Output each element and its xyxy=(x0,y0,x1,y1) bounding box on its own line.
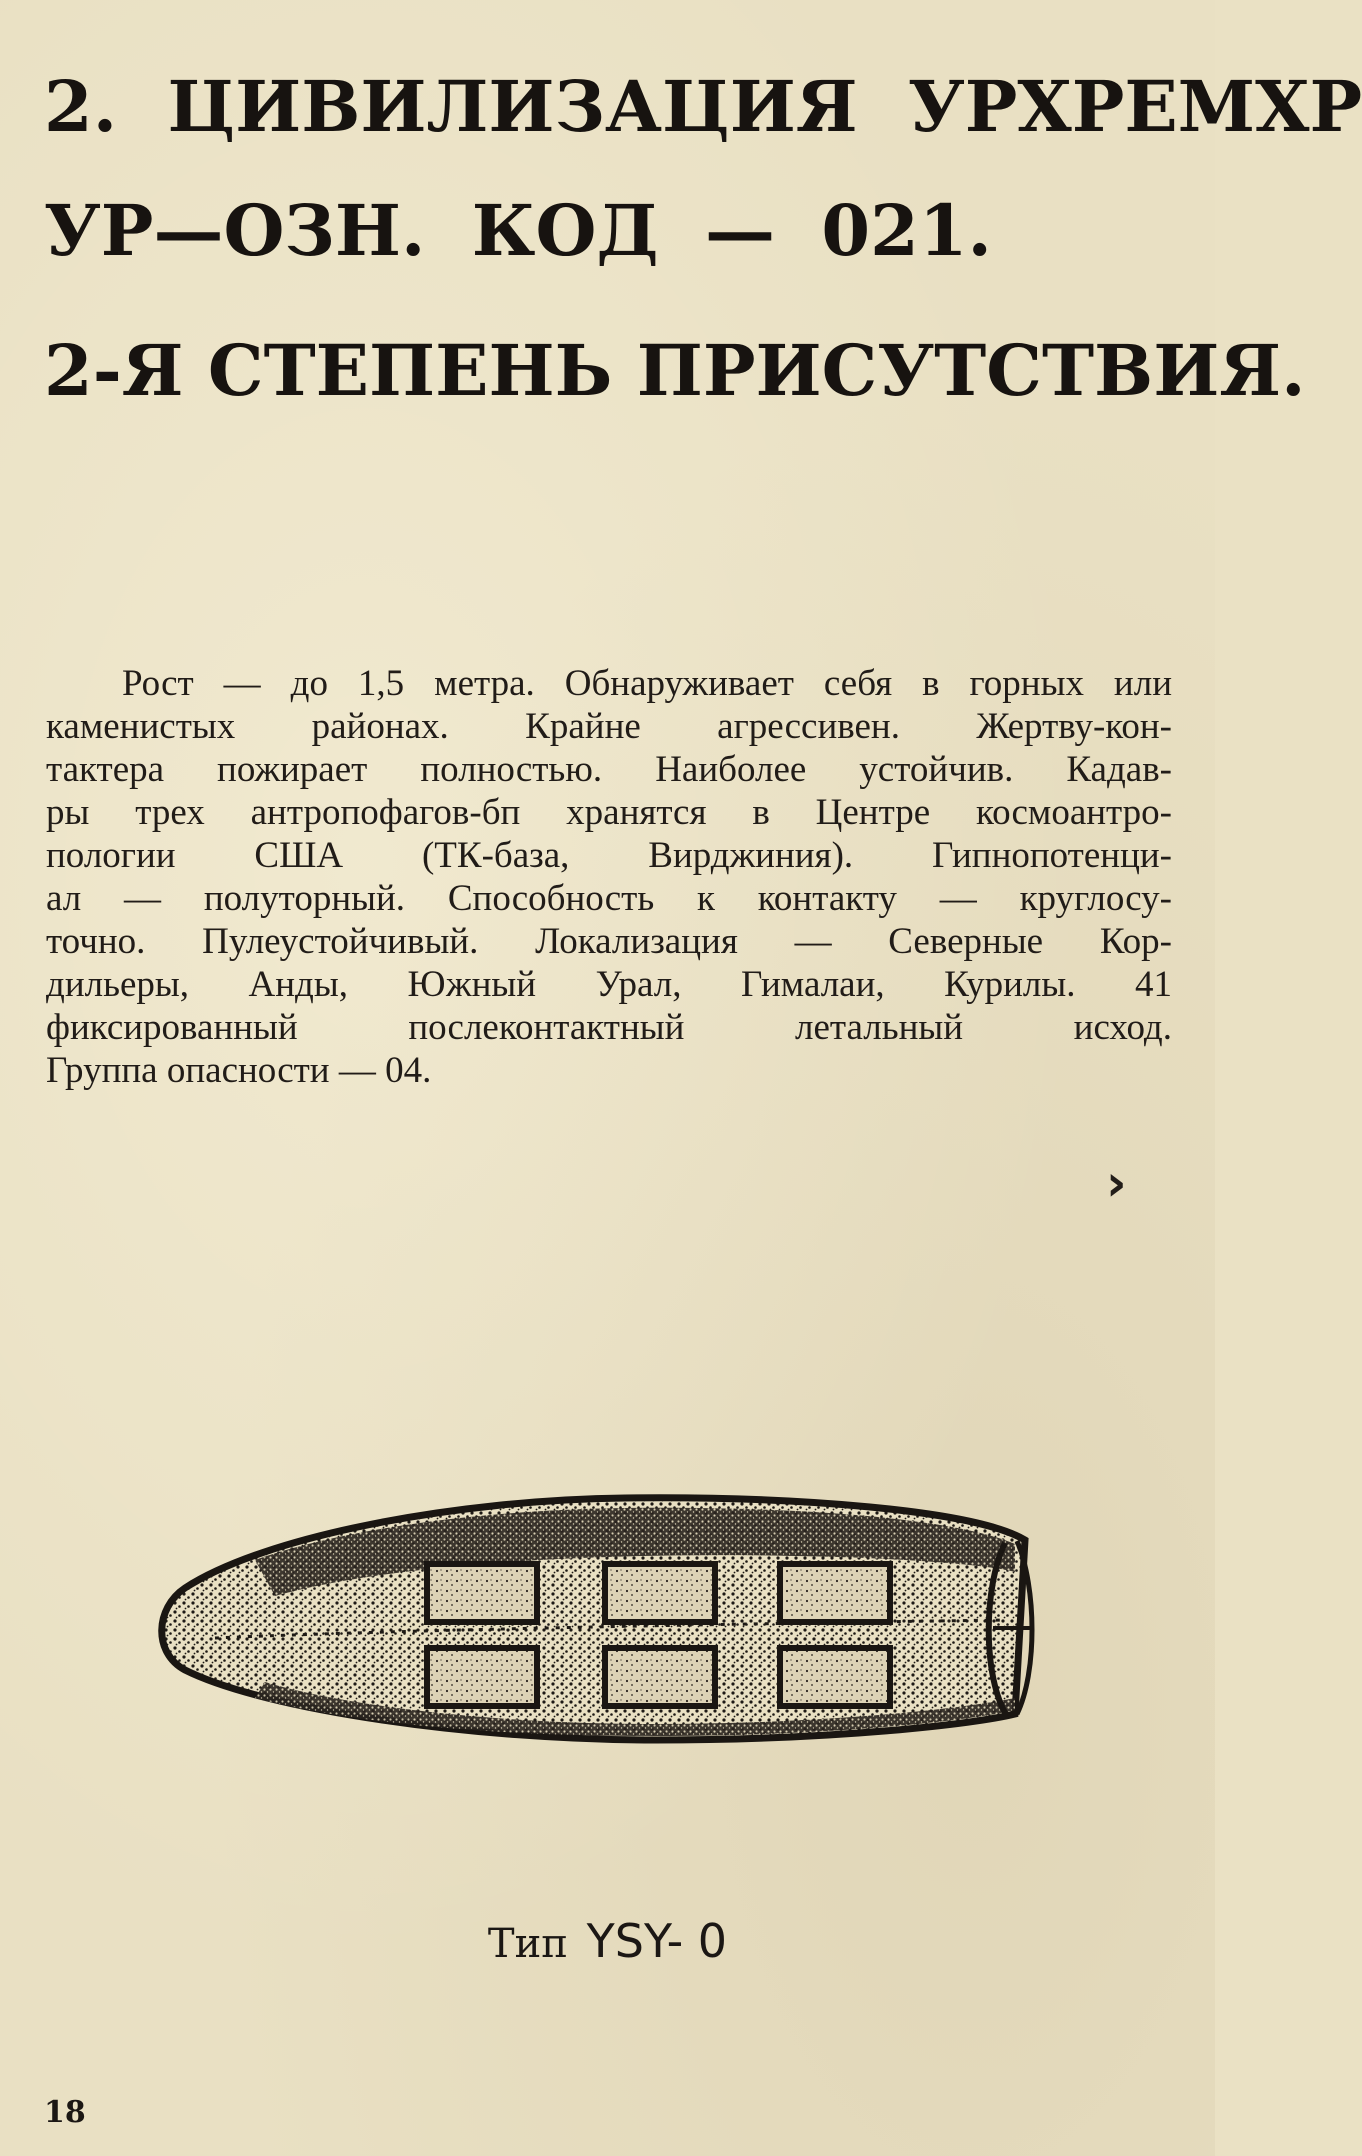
caption-prefix: Тип xyxy=(487,1921,568,1967)
civilization-title: 2. ЦИВИЛИЗАЦИЯ УРХРЕМХР xyxy=(44,65,1362,148)
civilization-code: УР—ОЗН. КОД — 021. xyxy=(44,189,992,272)
description-paragraph xyxy=(46,662,1172,1092)
paragraph-line: ал — полуторный. Способность к контакту — круглосу- xyxy=(46,878,1172,919)
paragraph-line: Рост — до 1,5 метра. Обнаруживает себя в горных или xyxy=(122,663,1172,704)
chevron-right-icon: › xyxy=(1106,1154,1127,1212)
craft-window xyxy=(605,1564,715,1622)
paragraph-line: Группа опасности — 04. xyxy=(46,1050,432,1091)
page-number: 18 xyxy=(44,2095,86,2130)
figure-caption xyxy=(0,1914,1215,1968)
paragraph-line: каменистых районах. Крайне агрессивен. Жертву-кон- xyxy=(46,706,1172,747)
craft-window xyxy=(780,1648,890,1706)
paragraph-line: дильеры, Анды, Южный Урал, Гималаи, Курилы. 41 xyxy=(46,964,1172,1005)
presence-degree: 2-Я СТЕПЕНЬ ПРИСУТСТВИЯ. xyxy=(44,329,1306,412)
paragraph-line: ры трех антропофагов-бп хранятся в Центре космоантро- xyxy=(46,792,1172,833)
craft-window xyxy=(780,1564,890,1622)
craft-window xyxy=(427,1564,537,1622)
craft-window xyxy=(427,1648,537,1706)
paragraph-line: точно. Пулеустойчивый. Локализация — Северные Кор- xyxy=(46,921,1172,962)
paragraph-line: тактера пожирает полностью. Наиболее устойчив. Кадав- xyxy=(46,749,1172,790)
caption-type-code: YSY- 0 xyxy=(586,1914,728,1968)
ufo-cigar-craft-icon xyxy=(155,1448,1035,1798)
craft-window xyxy=(605,1648,715,1706)
paragraph-line: пологии США (ТК-база, Вирджиния). Гипнопотенци- xyxy=(46,835,1172,876)
paragraph-line: фиксированный послеконтактный летальный исход. xyxy=(46,1007,1172,1048)
